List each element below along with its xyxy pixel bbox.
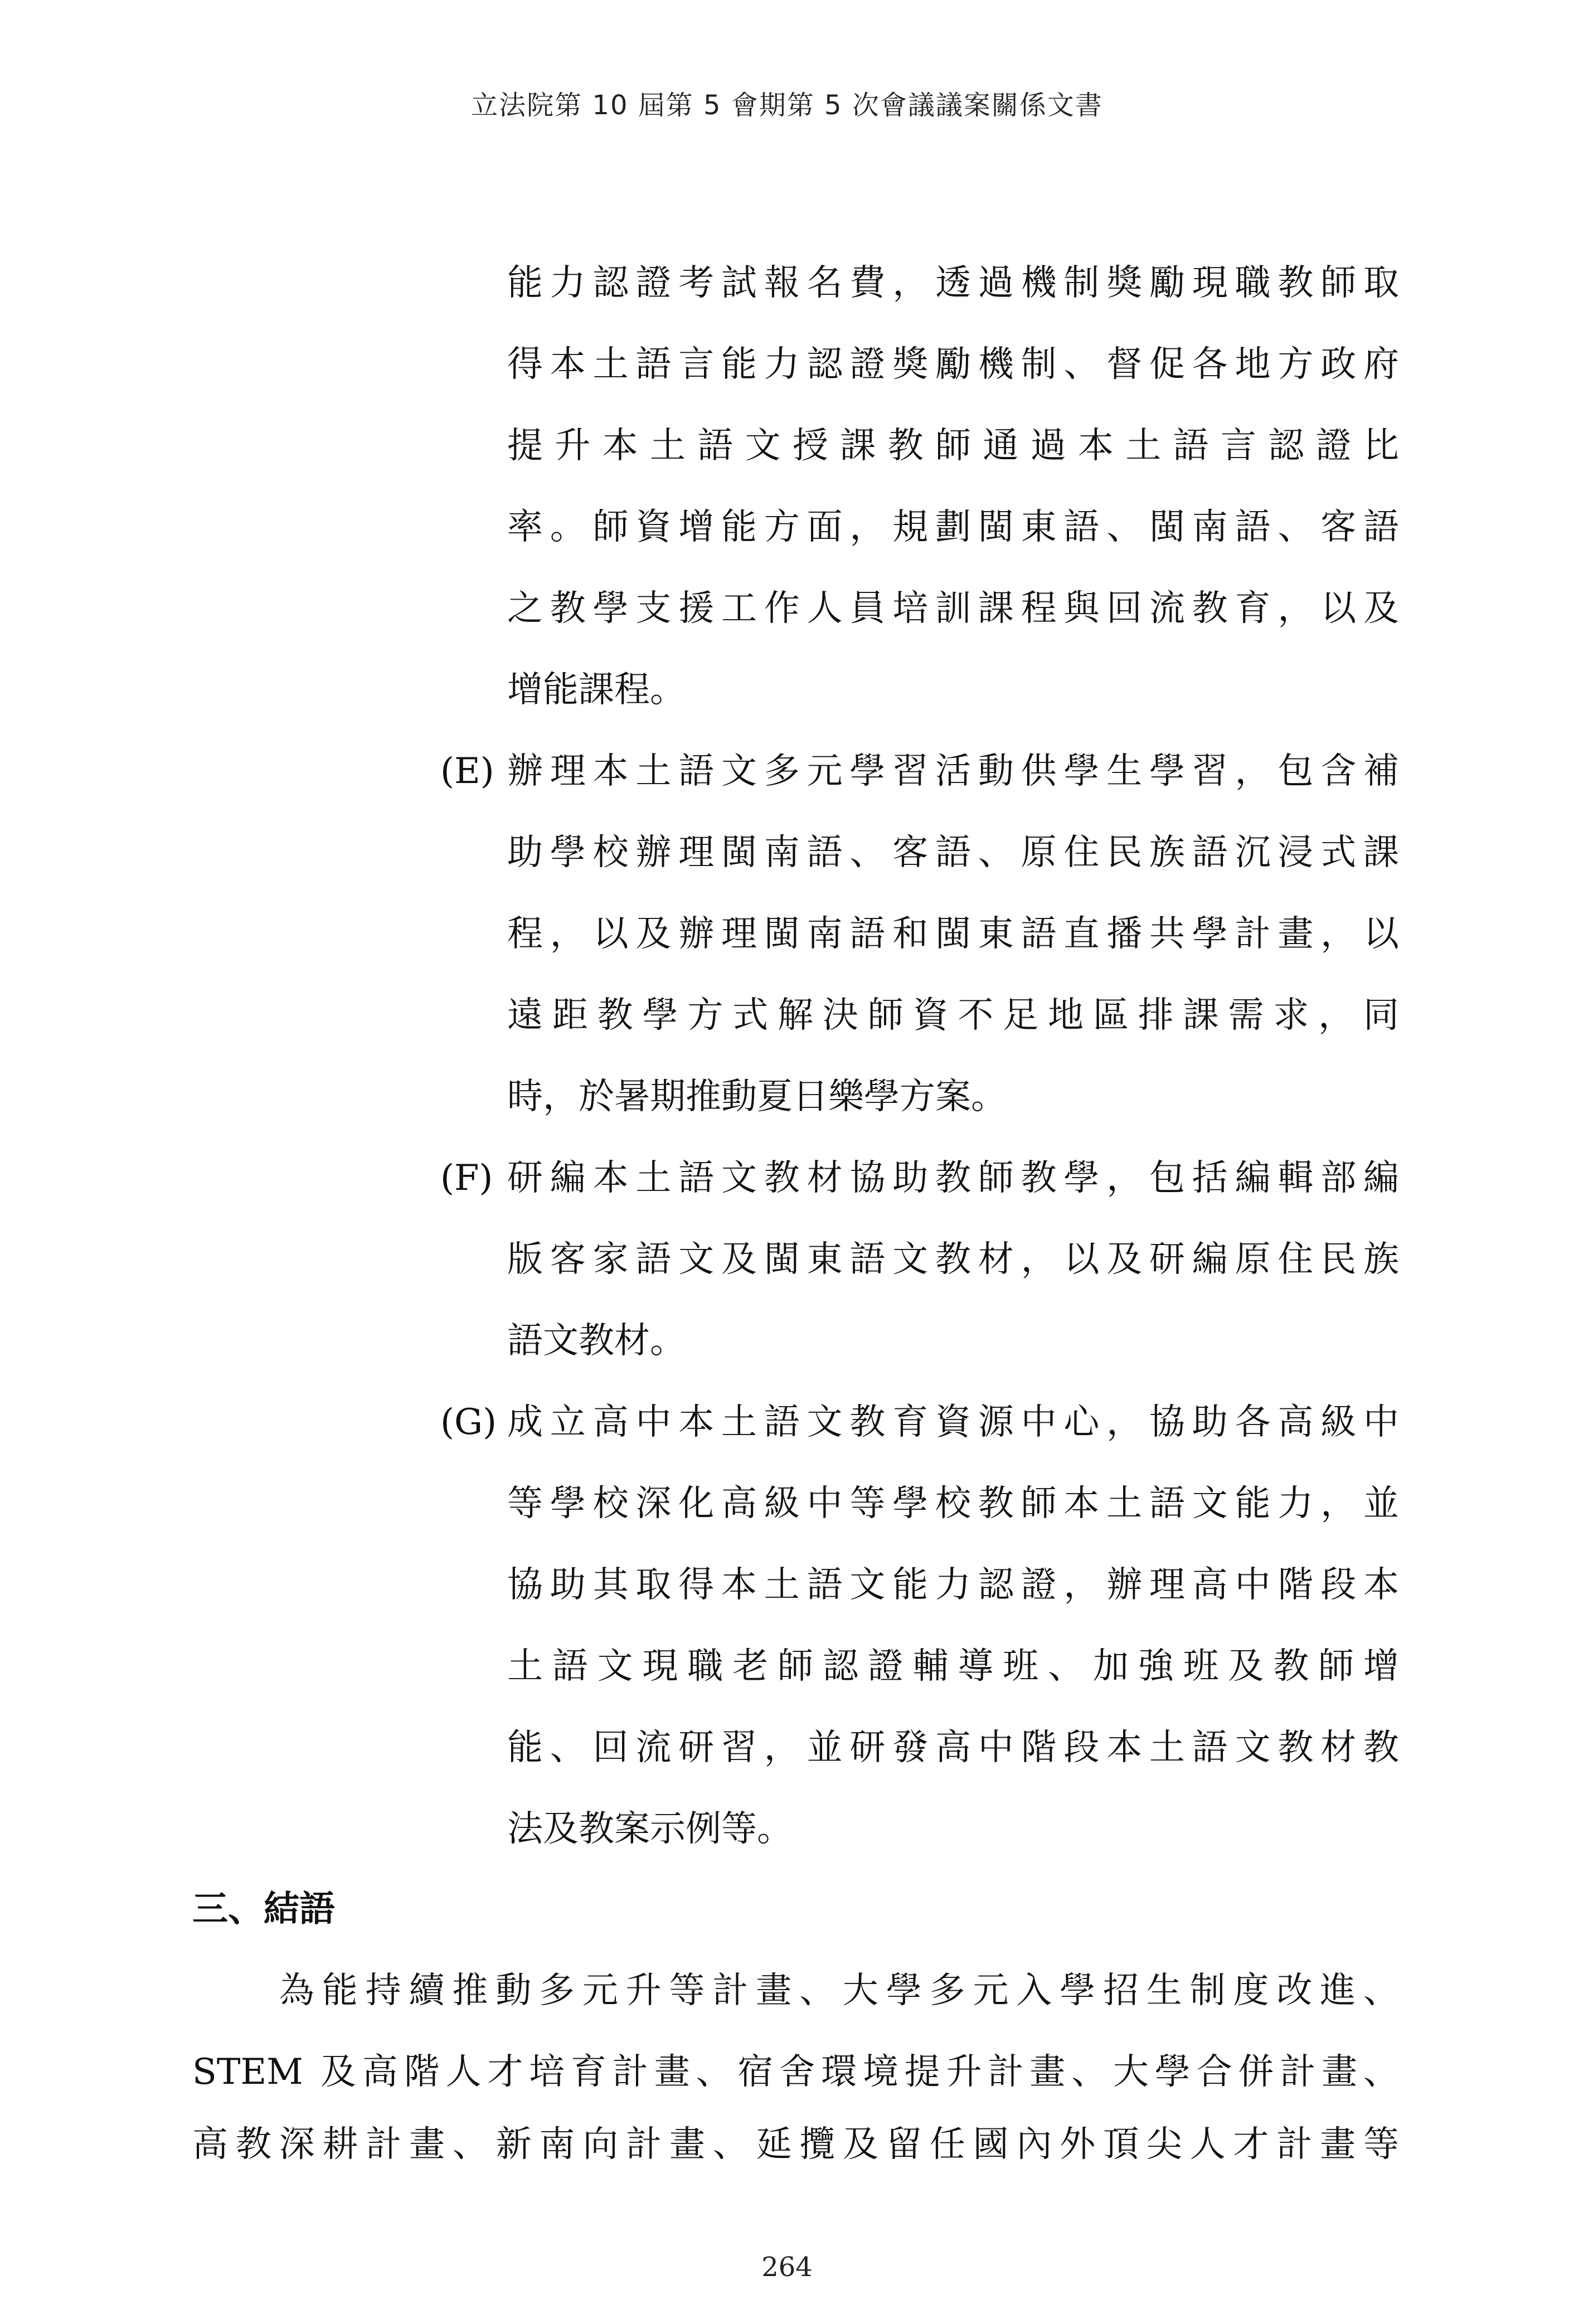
paragraph-line: 之教學支援工作人員培訓課程與回流教育，以及	[507, 588, 1399, 629]
list-item-line: 時，於暑期推動夏日樂學方案。	[507, 1076, 1007, 1117]
list-item-line: 版客家語文及閩東語文教材，以及研編原住民族	[507, 1239, 1399, 1280]
list-item-marker: (E)	[440, 751, 494, 792]
list-item-line: 等學校深化高級中等學校教師本土語文能力，並	[507, 1483, 1399, 1524]
list-item-line: 程，以及辦理閩南語和閩東語直播共學計畫，以	[507, 913, 1399, 955]
list-item-line: 土語文現職老師認證輔導班、加強班及教師增	[507, 1646, 1399, 1687]
list-item-line: 研編本土語文教材協助教師教學，包括編輯部編	[507, 1158, 1399, 1199]
list-item-line: 協助其取得本土語文能力認證，辦理高中階段本	[507, 1564, 1399, 1606]
section-heading: 三、結語	[192, 1889, 335, 1930]
paragraph-line: 得本土語言能力認證獎勵機制、督促各地方政府	[507, 344, 1399, 385]
list-item-line: 成立高中本土語文教育資源中心，協助各高級中	[507, 1402, 1399, 1443]
document-header: 立法院第 10 屆第 5 會期第 5 次會議議案關係文書	[471, 90, 1103, 121]
list-item-line: 助學校辦理閩南語、客語、原住民族語沉浸式課	[507, 832, 1399, 873]
list-item-line: 遠距教學方式解決師資不足地區排課需求，同	[507, 995, 1399, 1036]
paragraph-line: STEM 及高階人才培育計畫、宿舍環境提升計畫、大學合併計畫、	[192, 2051, 1399, 2093]
list-item-marker: (G)	[440, 1402, 497, 1443]
paragraph-line: 增能課程。	[507, 669, 686, 711]
list-item-line: 辦理本土語文多元學習活動供學生學習，包含補	[507, 751, 1399, 792]
paragraph-line: 提升本土語文授課教師通過本土語言認證比	[507, 425, 1399, 466]
page-number: 264	[761, 2252, 813, 2283]
list-item-line: 能、回流研習，並研發高中階段本土語文教材教	[507, 1727, 1399, 1768]
list-item-line: 語文教材。	[507, 1320, 686, 1362]
list-item-marker: (F)	[440, 1158, 493, 1199]
paragraph-line: 能力認證考試報名費，透過機制獎勵現職教師取	[507, 262, 1399, 304]
list-item-line: 法及教案示例等。	[507, 1808, 793, 1850]
paragraph-line: 高教深耕計畫、新南向計畫、延攬及留任國內外頂尖人才計畫等	[192, 2124, 1399, 2165]
paragraph-line: 率。師資增能方面，規劃閩東語、閩南語、客語	[507, 507, 1399, 548]
paragraph-line: 為能持續推動多元升等計畫、大學多元入學招生制度改進、	[279, 1970, 1399, 2011]
